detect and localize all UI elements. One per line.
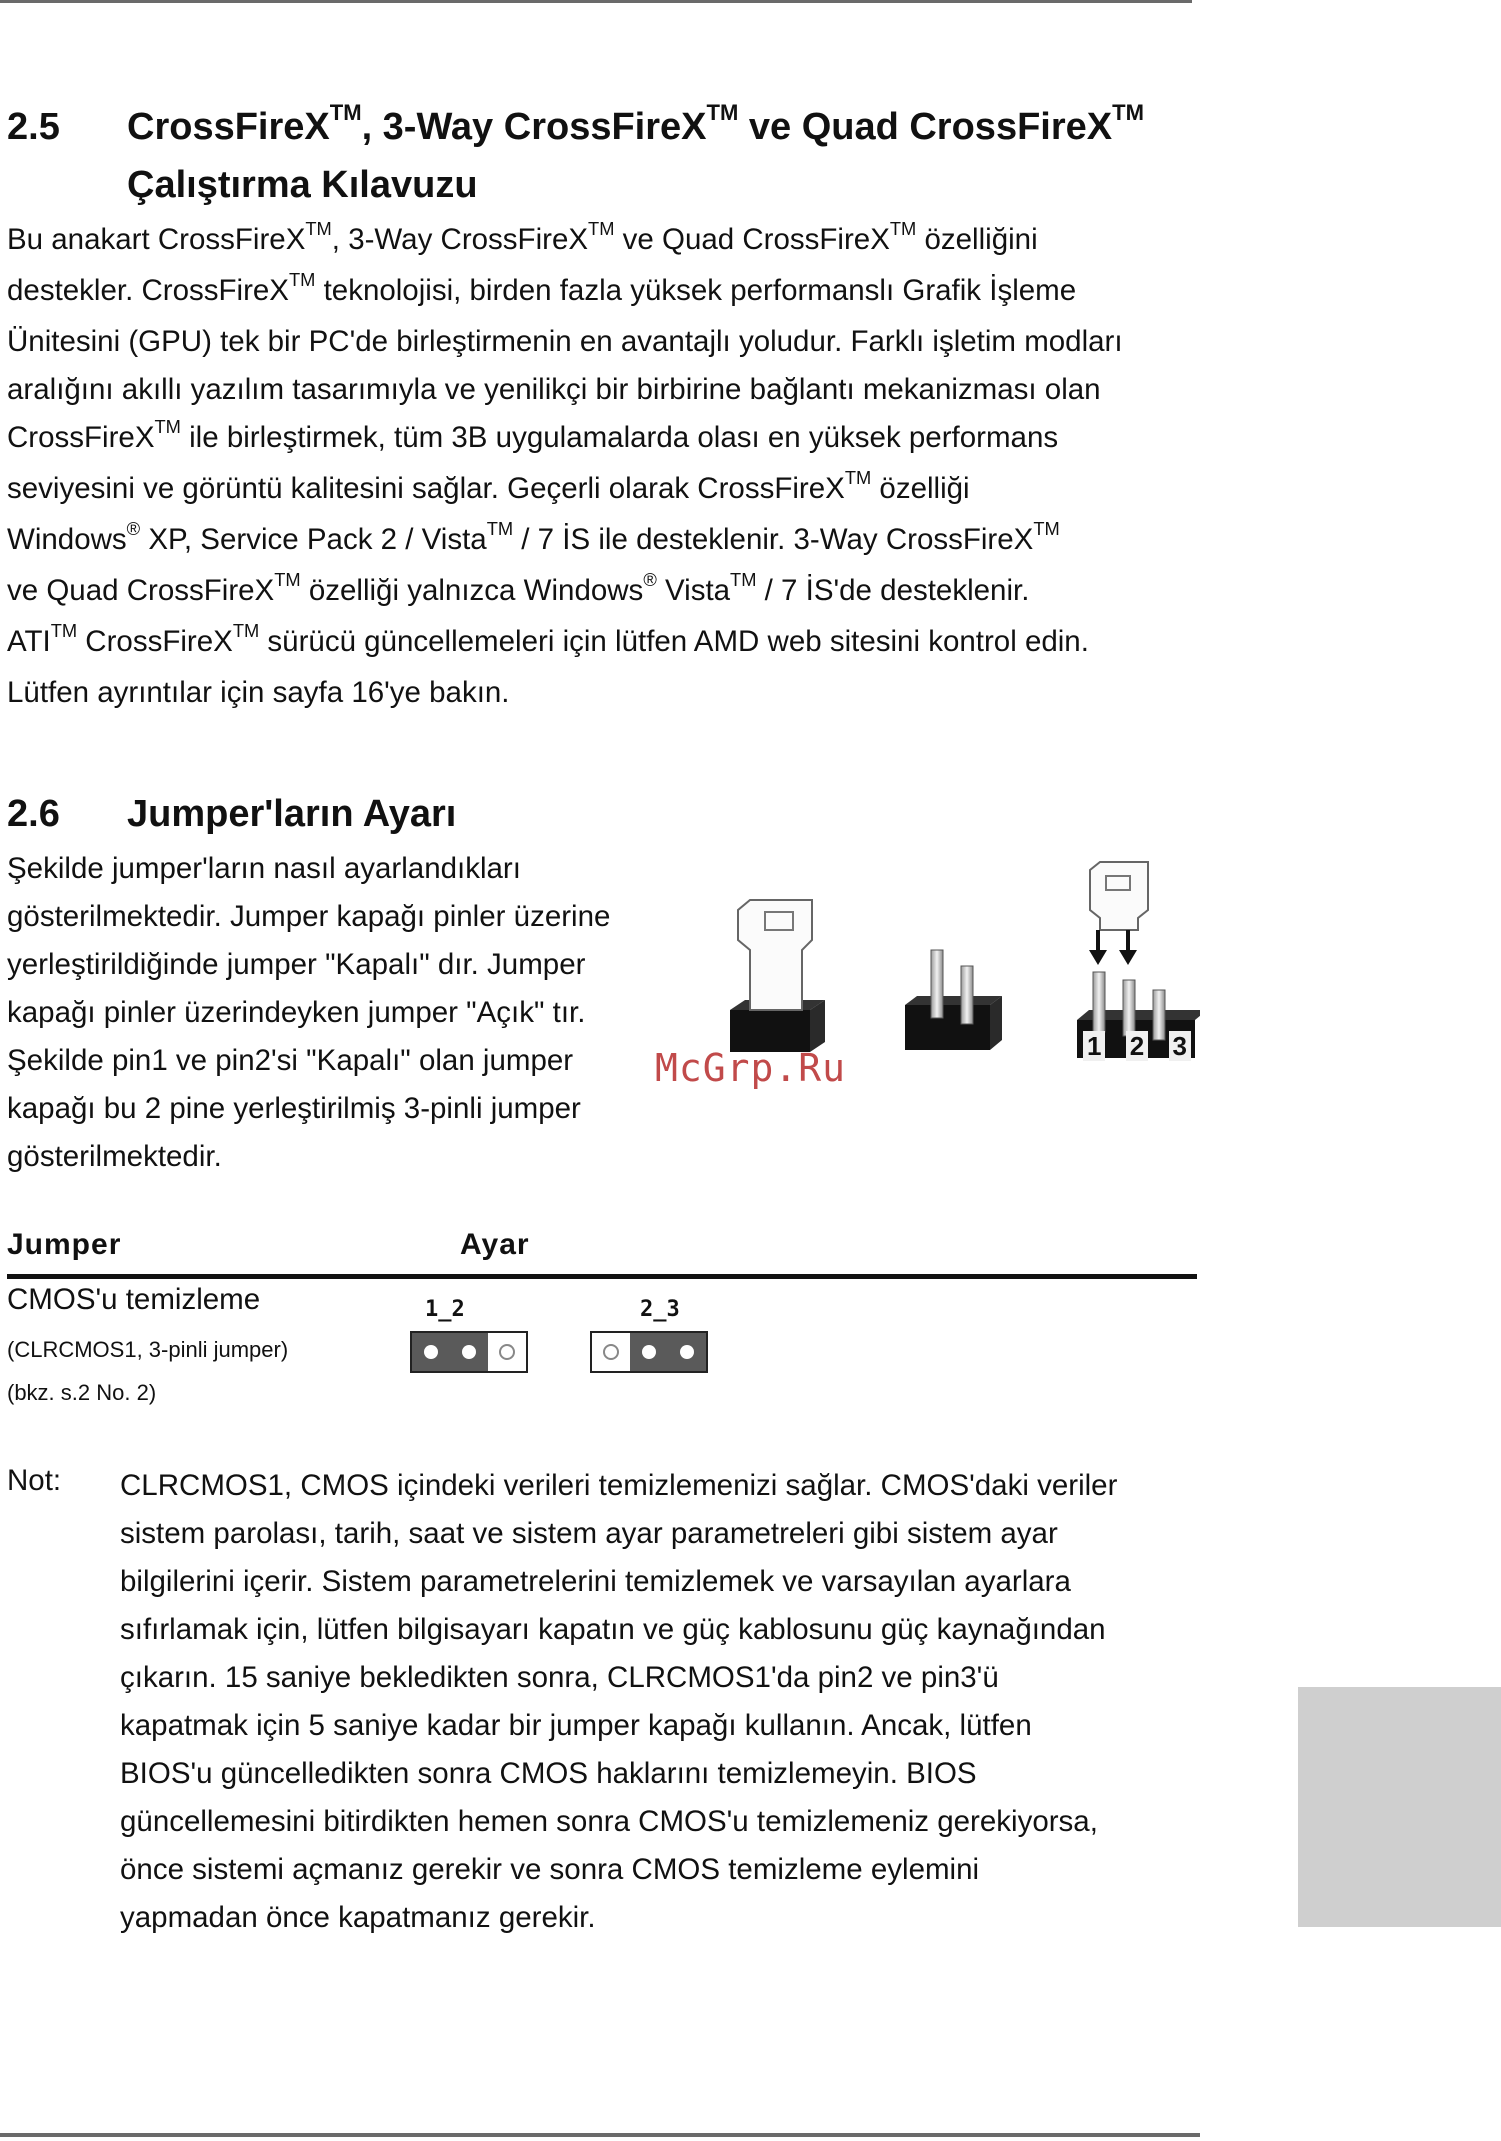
paragraph-line: Şekilde jumper'ların nasıl ayarlandıkları [7,852,521,885]
pin-closed [412,1333,450,1371]
paragraph-line: kapağı pinler üzerindeyken jumper "Açık" tır. [7,996,586,1029]
paragraph-line: kapağı bu 2 pine yerleştirilmiş 3-pinli jumper [7,1092,581,1125]
paragraph-line: Şekilde pin1 ve pin2'si "Kapalı" olan jumper [7,1044,574,1077]
pin-number-row [1083,1031,1191,1061]
note-line: BIOS'u güncelledikten sonra CMOS haklarını temizlemeyin. BIOS [120,1757,977,1790]
paragraph-line: aralığını akıllı yazılım tasarımıyla ve yenilikçi bir birbirine bağlantı mekanizması olan [7,373,1101,406]
jumper-closed-drawing [730,900,825,1052]
col-setting: Ayar [460,1228,530,1261]
note-line: bilgilerini içerir. Sistem parametrelerini temizlemek ve varsayılan ayarlara [120,1565,1071,1598]
note-line: önce sistemi açmanız gerekir ve sonra CMOS temizleme eylemini [120,1853,980,1886]
paragraph-line: gösterilmektedir. Jumper kapağı pinler üzerine [7,900,611,933]
setting-a-pins [410,1331,528,1373]
watermark: McGrp.Ru [655,1046,847,1090]
section-2-5-heading [7,98,1197,156]
jumper-description [7,845,667,1181]
paragraph-line: gösterilmektedir. [7,1140,222,1173]
row-name: CMOS'u temizleme [7,1283,261,1316]
paragraph-line: Bu anakart CrossFireX™, 3-Way CrossFireX™ ve Quad CrossFireX™ özelliğini [7,218,1038,256]
crossfire-paragraph [7,216,1207,717]
note-label: Not: [7,1464,62,1497]
note-text [120,1462,1200,1942]
section-title: Jumper'ların Ayarı [127,793,457,835]
pin-closed [668,1333,706,1371]
note-line: CLRCMOS1, CMOS içindeki verileri temizlemenizi sağlar. CMOS'daki veriler [120,1469,1118,1502]
setting-b-label: 2_3 [640,1297,680,1322]
top-rule [0,0,1192,3]
note-line: güncellemesini bitirdikten hemen sonra CMOS'u temizlemeniz gerekiyorsa, [120,1805,1098,1838]
paragraph-line: ATI™ CrossFireX™ sürücü güncellemeleri için lütfen AMD web sitesini kontrol edin. [7,620,1089,658]
note-line: çıkarın. 15 saniye bekledikten sonra, CLRCMOS1'da pin2 ve pin3'ü [120,1661,999,1694]
pin-closed [450,1333,488,1371]
pin-number: 2 [1126,1031,1148,1061]
row-ref: (bkz. s.2 No. 2) [7,1380,157,1405]
language-side-tab [1298,1687,1501,1927]
note-line: sıfırlamak için, lütfen bilgisayarı kapatın ve güç kablosunu güç kaynağından [120,1613,1106,1646]
setting-b-pins [590,1331,708,1373]
row-detail: (CLRCMOS1, 3-pinli jumper) [7,1337,289,1362]
note-line: sistem parolası, tarih, saat ve sistem ayar parametreleri gibi sistem ayar [120,1517,1058,1550]
jumper-table-header [7,1228,1197,1279]
pin-number: 3 [1169,1031,1191,1061]
pin-number: 1 [1083,1031,1105,1061]
section-number: 2.5 [7,106,60,148]
paragraph-line: seviyesini ve görüntü kalitesini sağlar. Geçerli olarak CrossFireX™ özelliği [7,467,970,505]
section-2-6-heading [7,785,807,843]
note-line: kapatmak için 5 saniye kadar bir jumper kapağı kullanın. Ancak, lütfen [120,1709,1032,1742]
jumper-open-drawing [905,950,1002,1050]
section-title-line2: Çalıştırma Kılavuzu [127,164,478,206]
setting-a-label: 1_2 [425,1297,465,1322]
paragraph-line: destekler. CrossFireX™ teknolojisi, birden fazla yüksek performanslı Grafik İşleme [7,269,1077,307]
section-number: 2.6 [7,793,60,835]
jumper-three-pin-drawing [1077,862,1200,1058]
pin-closed [630,1333,668,1371]
paragraph-line: yerleştirildiğinde jumper "Kapalı" dır. Jumper [7,948,586,981]
paragraph-line: CrossFireX™ ile birleştirmek, tüm 3B uygulamalarda olası en yüksek performans [7,416,1059,454]
paragraph-line: Lütfen ayrıntılar için sayfa 16'ye bakın. [7,676,510,709]
pin-open [488,1333,526,1371]
col-jumper: Jumper [7,1228,122,1261]
note-line: yapmadan önce kapatmanız gerekir. [120,1901,596,1934]
pin-open [592,1333,630,1371]
paragraph-line: Ünitesini (GPU) tek bir PC'de birleştirmenin en avantajlı yoludur. Farklı işletim modları [7,325,1123,358]
bottom-rule [0,2133,1200,2137]
paragraph-line: ve Quad CrossFireX™ özelliği yalnızca Windows® Vista™ / 7 İS'de desteklenir. [7,569,1030,607]
section-title: CrossFireX™, 3-Way CrossFireX™ ve Quad CrossFireX™ [127,100,1144,148]
paragraph-line: Windows® XP, Service Pack 2 / Vista™ / 7 İS ile desteklenir. 3-Way CrossFireX™ [7,518,1060,556]
